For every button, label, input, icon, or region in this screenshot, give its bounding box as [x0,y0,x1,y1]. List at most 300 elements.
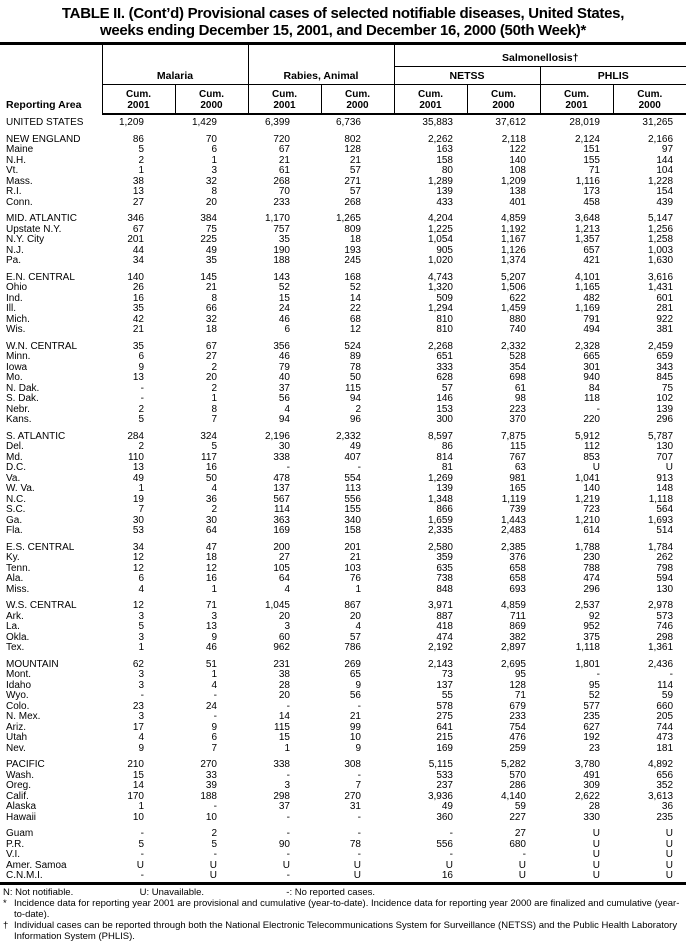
value-cell: 35 [132,303,144,314]
value-cell: 786 [344,642,361,653]
value-cell: 6 [211,732,217,743]
value-cell: 14 [349,292,361,304]
table-row [0,484,686,495]
value-cell: 16 [205,462,217,473]
value-cell: 235 [656,811,674,823]
notifiable-diseases-table [0,42,686,885]
value-cell: 1,361 [647,642,674,653]
value-cell: 1 [211,669,217,680]
value-cell: 50 [205,472,217,484]
value-cell: 578 [436,700,453,712]
value-cell: 352 [656,780,674,791]
value-cell: 7,875 [500,430,526,442]
value-cell: 614 [583,525,600,536]
value-cell: 64 [205,525,217,536]
value-cell: 3 [211,610,217,622]
value-cell: 96 [349,414,361,425]
value-cell: 139 [436,483,453,494]
area-cell: Amer. Samoa [6,859,67,871]
value-cell: 5,912 [574,430,600,442]
value-cell: 554 [344,472,361,484]
value-cell: 3,971 [427,600,453,611]
value-cell: 6 [211,144,217,155]
value-cell: 32 [205,175,217,187]
area-cell: Wis. [6,324,26,335]
value-cell: 324 [200,430,217,442]
value-cell: 556 [344,493,361,505]
value-cell: 27 [278,552,290,563]
area-cell: MOUNTAIN [6,658,59,670]
value-cell: 1,118 [575,642,600,653]
value-cell: 7 [355,780,361,791]
area-cell: Ind. [6,292,23,304]
area-cell: Ky. [6,552,20,563]
value-cell: 2,537 [574,600,600,611]
value-cell: 2,978 [647,600,674,611]
value-cell: 6,736 [335,117,361,128]
value-cell: 115 [274,721,290,733]
column-header: Cum. 2001 [248,85,321,115]
table-row [0,235,686,246]
value-cell: 981 [509,472,526,484]
value-cell: - [140,870,144,881]
value-cell: 215 [436,732,453,743]
table-row [0,166,686,177]
value-cell: 2,143 [427,658,453,670]
value-cell: 5,282 [500,759,526,770]
value-cell: 2,196 [264,430,290,442]
value-cell: 940 [583,372,600,383]
area-cell: Fla. [6,525,23,536]
footnotes [0,887,686,942]
area-cell: R.I. [6,186,22,197]
value-cell: 478 [273,472,290,484]
value-cell: 110 [128,451,144,463]
value-cell: 300 [436,414,453,425]
value-cell: 46 [278,313,290,325]
value-cell: 296 [583,583,600,595]
value-cell: 814 [436,451,453,463]
value-cell: 75 [661,382,674,394]
value-cell: 12 [132,600,144,611]
table-row [0,861,686,872]
value-cell: 108 [509,165,526,176]
value-cell: 115 [345,382,361,394]
value-cell: 4 [284,403,290,415]
value-cell: 35,883 [422,117,453,128]
value-cell: 6,399 [264,117,290,128]
area-cell: Md. [6,451,23,463]
value-cell: 80 [441,165,453,176]
value-cell: 130 [656,441,674,452]
value-cell: 139 [656,403,674,415]
value-cell: 1,041 [574,472,600,484]
value-cell: 346 [127,213,144,224]
value-cell: 95 [514,669,526,680]
area-cell: Upstate N.Y. [6,223,62,235]
value-cell: 104 [656,165,674,176]
value-cell: 622 [509,292,526,304]
value-cell: 20 [278,690,290,701]
value-cell: 2,436 [647,658,674,670]
table-row [0,850,686,861]
value-cell: 262 [656,552,674,563]
value-cell: 2,332 [500,340,526,352]
value-cell: 38 [132,175,144,187]
value-cell: U [282,859,290,871]
value-cell: 158 [436,154,453,166]
value-cell: - [596,403,600,415]
value-cell: 848 [436,583,453,595]
value-cell: 13 [132,462,144,473]
value-cell: 788 [583,562,600,574]
value-cell: 356 [273,340,290,352]
value-cell: 458 [583,196,600,208]
value-cell: 6 [284,324,290,335]
value-cell: 567 [273,493,290,505]
rabies-header-spacer [248,44,394,67]
value-cell: 28 [278,679,290,691]
value-cell: 3 [284,780,290,791]
value-cell: 421 [583,255,600,266]
value-cell: 7 [138,504,144,515]
value-cell: 23 [588,742,600,754]
value-cell: 49 [132,472,144,484]
value-cell: 60 [278,631,290,643]
table-row [0,829,686,840]
value-cell: 2 [211,361,217,373]
value-cell: 38 [278,669,290,680]
value-cell: 79 [278,361,290,373]
area-cell: S.C. [6,504,26,515]
value-cell: 115 [510,441,526,452]
value-cell: 2 [138,154,144,166]
value-cell: 1,431 [647,282,674,293]
value-cell: 1,357 [574,234,600,245]
area-cell: Guam [6,828,34,839]
value-cell: 627 [583,721,600,733]
value-cell: 962 [273,642,290,653]
value-cell: 2,580 [427,541,453,553]
value-cell: 188 [273,255,290,266]
value-cell: 169 [436,742,453,754]
value-cell: 86 [132,133,144,145]
value-cell: 570 [509,769,526,781]
value-cell: U [445,859,453,871]
value-cell: 50 [349,372,361,383]
value-cell: 2,124 [574,133,600,145]
value-cell: 173 [583,186,600,197]
value-cell: 259 [509,742,526,754]
salmonellosis-group-header: Salmonellosis† [394,44,686,67]
value-cell: 711 [510,610,526,622]
table-row [0,352,686,363]
value-cell: 656 [656,769,674,781]
value-cell: 281 [656,303,674,314]
value-cell: 67 [278,144,290,155]
value-cell: 70 [205,133,217,145]
value-cell: 533 [436,769,453,781]
value-cell: 16 [132,292,144,304]
area-cell: Idaho [6,679,32,691]
value-cell: 757 [273,223,290,235]
value-cell: 12 [132,552,144,563]
dagger-mark: † [3,919,9,931]
value-cell: 375 [583,631,600,643]
area-cell: S. ATLANTIC [6,430,66,442]
table-row [0,198,686,209]
area-cell: Tenn. [6,562,31,574]
area-cell: Wash. [6,769,34,781]
value-cell: 3 [284,621,290,632]
value-cell: 210 [127,759,144,770]
value-cell: 34 [132,541,144,553]
value-cell: 887 [436,610,453,622]
value-cell: 114 [657,679,674,691]
value-cell: 382 [509,631,526,643]
value-cell: - [286,849,290,860]
area-cell: S. Dak. [6,393,39,404]
value-cell: 1,165 [574,282,600,293]
value-cell: 30 [132,514,144,526]
value-cell: U [592,462,600,473]
value-cell: 8,597 [427,430,453,442]
value-cell: 130 [656,583,674,595]
value-cell: 802 [344,133,361,145]
value-cell: 340 [344,514,361,526]
value-cell: 1,256 [647,223,674,235]
value-cell: 31 [349,801,361,812]
value-cell: 439 [656,196,674,208]
area-cell: Mont. [6,669,32,680]
area-cell: Okla. [6,631,30,643]
area-cell: W. Va. [6,483,35,494]
table-row [0,792,686,803]
value-cell: 205 [656,711,674,722]
value-cell: 52 [588,690,600,701]
value-cell: 21 [349,711,361,722]
value-cell: 556 [436,838,453,850]
area-cell: PACIFIC [6,759,45,770]
malaria-header-spacer [102,44,248,67]
value-cell: 693 [509,583,526,595]
value-cell: - [213,801,217,812]
table-row [0,660,686,671]
value-cell: 869 [509,621,526,632]
value-cell: 1,126 [500,244,526,256]
value-cell: 20 [278,610,290,622]
area-cell: E.N. CENTRAL [6,271,75,283]
table-row [0,463,686,474]
value-cell: 2,459 [647,340,674,352]
area-cell: Ohio [6,282,28,293]
value-cell: 103 [344,562,361,574]
column-header: Cum. 2000 [321,85,394,115]
area-cell: Ariz. [6,721,26,733]
table-row [0,415,686,426]
value-cell: 3 [138,631,144,643]
value-cell: 8 [211,292,217,304]
value-cell: U [209,870,217,881]
value-cell: 27 [514,828,526,839]
value-cell: 3 [138,711,144,722]
value-cell: 9 [138,742,144,754]
value-cell: 1,374 [500,255,526,266]
value-cell: 230 [583,552,600,563]
value-cell: 21 [278,154,290,166]
value-cell: 269 [344,658,361,670]
value-cell: 24 [278,303,290,314]
value-cell: 1,020 [427,255,453,266]
value-cell: 71 [588,165,600,176]
header-row-groups [0,67,686,85]
value-cell: - [286,811,290,823]
value-cell: 17 [132,721,144,733]
table-row [0,670,686,681]
value-cell: 139 [436,186,453,197]
value-cell: 35 [132,340,144,352]
value-cell: 333 [436,361,453,373]
area-cell: Ark. [6,610,24,622]
area-cell: W.S. CENTRAL [6,600,77,611]
area-cell: Conn. [6,196,33,208]
value-cell: - [357,828,361,839]
value-cell: 169 [273,525,290,536]
value-cell: - [522,849,526,860]
value-cell: 97 [661,144,674,155]
value-cell: 78 [349,838,361,850]
table-row [0,373,686,384]
value-cell: 53 [132,525,144,536]
value-cell: 679 [509,700,526,712]
value-cell: 338 [273,759,290,770]
value-cell: 42 [132,313,144,325]
value-cell: 1,788 [574,541,600,553]
value-cell: U [518,870,526,881]
value-cell: 181 [656,742,674,754]
footnote-asterisk [0,898,686,920]
value-cell: 1,170 [264,213,290,224]
area-cell: Va. [6,472,21,484]
value-cell: 21 [132,324,144,335]
value-cell: 3 [138,610,144,622]
value-cell: 577 [583,700,600,712]
value-cell: 16 [441,870,453,881]
value-cell: 49 [349,441,361,452]
value-cell: 286 [509,780,526,791]
value-cell: 71 [205,600,217,611]
value-cell: 4,101 [574,271,600,283]
value-cell: 270 [200,759,217,770]
value-cell: 27 [132,196,144,208]
value-cell: 330 [583,811,600,823]
value-cell: 84 [588,382,600,394]
title-line-2: weeks ending December 15, 2001, and December 16, 2000 (50th Week)* [99,22,586,39]
value-cell: 10 [205,811,217,823]
value-cell: 363 [273,514,290,526]
value-cell: 16 [205,573,217,584]
value-cell: 153 [436,403,453,415]
value-cell: 3,648 [574,213,600,224]
area-cell: Pa. [6,255,22,266]
value-cell: 30 [278,441,290,452]
value-cell: 14 [278,711,290,722]
value-cell: 39 [205,780,217,791]
value-cell: 51 [205,658,217,670]
value-cell: 746 [656,621,674,632]
area-cell: MID. ATLANTIC [6,213,77,224]
value-cell: 18 [205,552,217,563]
value-cell: - [357,462,361,473]
value-cell: 922 [656,313,674,325]
value-cell: 20 [205,372,217,383]
value-cell: 140 [509,154,526,166]
value-cell: 1,320 [427,282,453,293]
value-cell: 46 [278,351,290,362]
value-cell: 594 [656,573,674,584]
area-cell: Alaska [6,801,37,812]
area-cell: Colo. [6,700,30,712]
value-cell: 158 [344,525,361,536]
value-cell: 26 [132,282,144,293]
value-cell: 8 [211,186,217,197]
value-cell: - [140,690,144,701]
value-cell: 564 [656,504,674,515]
value-cell: 201 [344,541,361,553]
value-cell: 381 [656,324,674,335]
value-cell: 1,659 [427,514,453,526]
value-cell: 27 [205,351,217,362]
value-cell: 2 [211,382,217,394]
value-cell: 1,119 [501,493,526,505]
value-cell: 659 [656,351,674,362]
value-cell: 4 [211,679,217,691]
value-cell: U [665,849,674,860]
value-cell: 128 [509,679,526,691]
value-cell: 4,140 [500,790,526,802]
value-cell: 36 [661,801,674,812]
value-cell: 791 [583,313,600,325]
value-cell: 1 [211,154,217,166]
value-cell: 15 [278,292,290,304]
value-cell: 1 [355,583,361,595]
value-cell: 494 [583,324,600,335]
value-cell: 70 [278,186,290,197]
value-cell: 99 [349,721,361,733]
area-cell: N. Dak. [6,382,40,394]
value-cell: 4,892 [647,759,674,770]
value-cell: 359 [436,552,453,563]
value-cell: 7 [211,414,217,425]
value-cell: 271 [344,175,361,187]
value-cell: - [140,382,144,394]
value-cell: U [136,859,144,871]
value-cell: 1 [138,483,144,494]
value-cell: 92 [588,610,600,622]
value-cell: 853 [583,451,600,463]
table-row [0,442,686,453]
value-cell: 138 [509,186,526,197]
value-cell: 3,780 [574,759,600,770]
value-cell: 170 [127,790,144,802]
value-cell: 201 [127,234,144,245]
table-row [0,601,686,612]
value-cell: 343 [656,361,674,373]
area-cell: Utah [6,732,28,743]
area-cell: Del. [6,441,24,452]
value-cell: 301 [583,361,600,373]
value-cell: 1,225 [427,223,453,235]
